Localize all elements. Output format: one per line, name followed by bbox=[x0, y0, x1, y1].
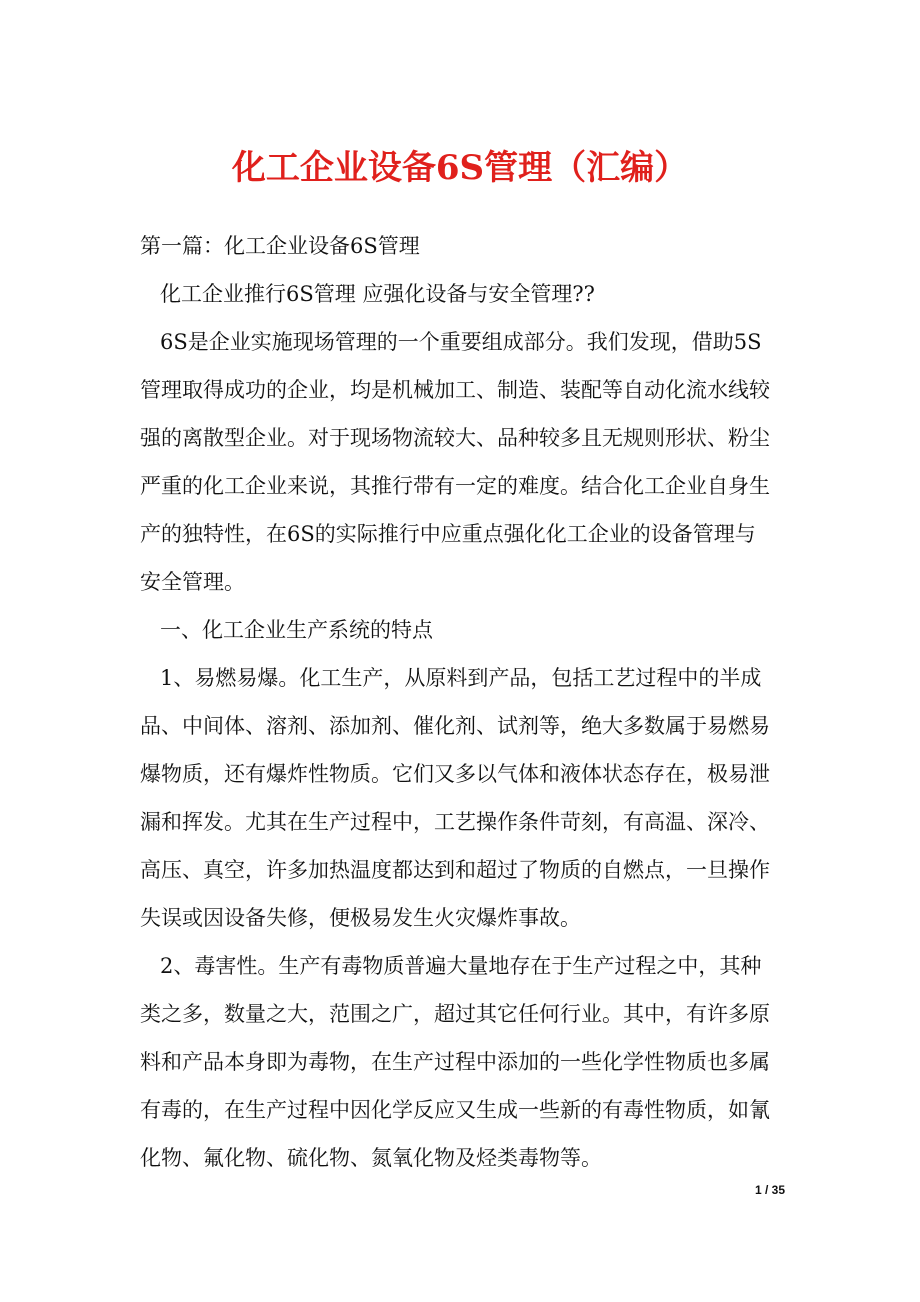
section-heading: 第一篇：化工企业设备6S管理 bbox=[140, 234, 420, 258]
page-number: 1 / 35 bbox=[754, 1183, 785, 1197]
paragraph-line: 高压、真空，许多加热温度都达到和超过了物质的自燃点，一旦操作 bbox=[140, 858, 770, 882]
document-body bbox=[140, 222, 785, 1182]
paragraph-line: 漏和挥发。尤其在生产过程中，工艺操作条件苛刻，有高温、深冷、 bbox=[140, 810, 770, 834]
paragraph-line: 爆物质，还有爆炸性物质。它们又多以气体和液体状态存在，极易泄 bbox=[140, 762, 770, 786]
paragraph-line: 安全管理。 bbox=[140, 570, 245, 594]
paragraph-line: 严重的化工企业来说，其推行带有一定的难度。结合化工企业自身生 bbox=[140, 474, 770, 498]
paragraph-line: 品、中间体、溶剂、添加剂、催化剂、试剂等，绝大多数属于易燃易 bbox=[140, 714, 770, 738]
paragraph-line: 有毒的，在生产过程中因化学反应又生成一些新的有毒性物质，如氰 bbox=[140, 1098, 770, 1122]
paragraph-line: 强的离散型企业。对于现场物流较大、品种较多且无规则形状、粉尘 bbox=[140, 426, 770, 450]
paragraph-line: 6S是企业实施现场管理的一个重要组成部分。我们发现，借助5S bbox=[160, 330, 762, 354]
paragraph-line: 1、易燃易爆。化工生产，从原料到产品，包括工艺过程中的半成 bbox=[160, 666, 762, 690]
paragraph-line: 类之多，数量之大，范围之广，超过其它任何行业。其中，有许多原 bbox=[140, 1002, 770, 1026]
paragraph-line: 管理取得成功的企业，均是机械加工、制造、装配等自动化流水线较 bbox=[140, 378, 770, 402]
paragraph-line: 化工企业推行6S管理 应强化设备与安全管理?? bbox=[160, 282, 595, 306]
paragraph-line: 失误或因设备失修，便极易发生火灾爆炸事故。 bbox=[140, 906, 581, 930]
document-title: 化工企业设备6S管理（汇编） bbox=[231, 148, 689, 188]
paragraph-line: 化物、氟化物、硫化物、氮氧化物及烃类毒物等。 bbox=[140, 1146, 602, 1170]
section-subheading: 一、化工企业生产系统的特点 bbox=[160, 618, 433, 642]
paragraph-line: 料和产品本身即为毒物，在生产过程中添加的一些化学性物质也多属 bbox=[140, 1050, 770, 1074]
paragraph-line: 2、毒害性。生产有毒物质普遍大量地存在于生产过程之中，其种 bbox=[160, 954, 762, 978]
paragraph-line: 产的独特性，在6S的实际推行中应重点强化化工企业的设备管理与 bbox=[140, 522, 756, 546]
